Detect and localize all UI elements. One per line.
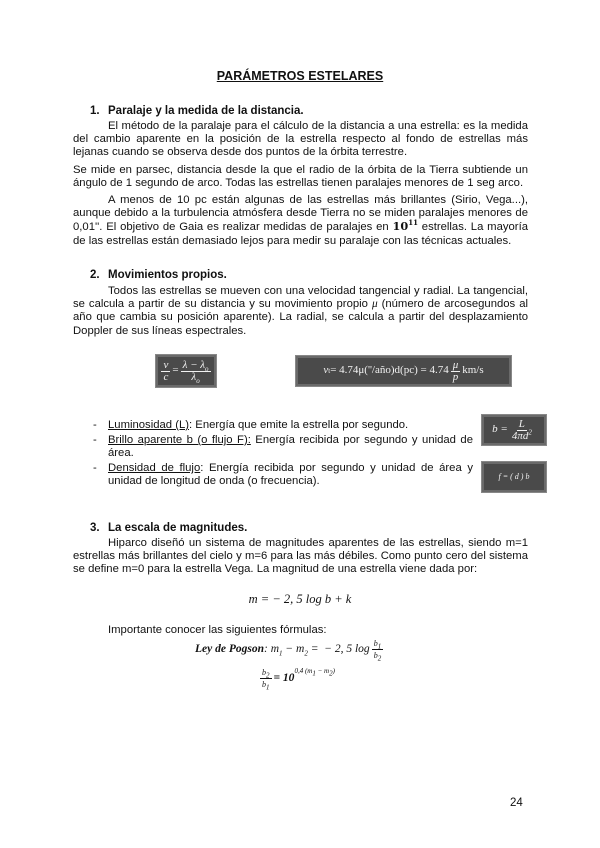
section-1-number: 1. — [90, 105, 100, 117]
tangential-velocity-formula: v t = 4.74μ(''/año)d(pc) = 4.74 $\frac{\mu}{p}$ km/s — [295, 355, 512, 387]
section-1-paragraph-2: Se mide en parsec, distancia desde la que el radio de la órbita de la Tierra subtiende un ángulo de 1 segundo de arco. Todas las estrellas tienen paralajes menores de 1 seg arco. — [73, 164, 528, 190]
flux-density-formula: f = ( d ) b — [481, 461, 547, 493]
section-3-title: La escala de magnitudes. — [108, 522, 248, 534]
bullet-dash: - — [93, 419, 97, 431]
mu-symbol: μ — [371, 298, 378, 311]
gaia-count: $10^{11}$ — [392, 218, 418, 234]
section-3-number: 3. — [90, 522, 100, 534]
section-1-paragraph-3a: A menos de 10 pc están algunas de las estrellas más brillantes (Sirio, Vega...), aunque debido a la turbulencia atmósfera desde Tierra no se miden paralajes menores de 0,01''. El objetivo de Gaia es realizar medidas de paralajes en — [73, 194, 528, 234]
section-1-heading — [90, 105, 304, 118]
section-2-title: Movimientos propios. — [108, 269, 227, 281]
section-2-paragraph-1: Todos las estrellas se mueven con una velocidad tangencial y radial. La tangencial, se calcula a partir de su distancia y su movimiento propio μ (número de arcosegundos al año que cambia su posición aparente). La radial, se calcula a partir del desplazamiento Doppler de sus líneas espectrales. — [73, 285, 528, 337]
brightness-formula: b = $\frac{L}{4\pi d^2}$ — [481, 414, 547, 446]
doppler-formula: $\frac{v}{c}$ = $\frac{\lambda - \lambda_o}{\lambda_o}$ — [155, 354, 217, 388]
bullet-dash: - — [93, 434, 97, 446]
section-1-paragraph-1: El método de la paralaje para el cálculo de la distancia a una estrella: es la medida del cambio aparente en la posición de la estrella respecto al fondo de estrellas más lejanas cuando se observa desde dos puntos de la órbita terrestre. — [73, 120, 528, 159]
section-2-number: 2. — [90, 269, 100, 281]
section-1-paragraph-3 — [73, 194, 528, 248]
bullet-luminosity: Luminosidad (L): Energía que emite la estrella por segundo. — [108, 419, 409, 431]
section-3-paragraph-1: Hiparco diseñó un sistema de magnitudes aparentes de las estrellas, siendo m=1 estrellas más brillantes del cielo y m=6 para las más débiles. Como punto cero del sistema se define m=0 para la estrella Vega. La magnitud de una estrella viene dada por: — [73, 537, 528, 576]
bullet-dash: - — [93, 462, 97, 474]
page-title: PARÁMETROS ESTELARES — [216, 69, 384, 83]
pogson-label: Ley de Pogson — [195, 642, 264, 655]
pogson-law: Ley de Pogson : $m_1 - m_2$ = − 2, 5 log $\frac{b_1}{b_2}$ — [195, 639, 382, 663]
magnitude-equation: m = − 2, 5 log b + k — [248, 592, 352, 606]
section-3-heading — [90, 522, 247, 535]
brightness-ratio-equation: $\frac{b_2}{b_1}$ = 10 0,4 $(m_1 - m_2)$ — [262, 666, 335, 692]
section-3-paragraph-2: Importante conocer las siguientes fórmulas: — [108, 624, 327, 636]
section-1-paragraph-3b: estrellas. La mayoría de las estrellas están demasiado lejos para medir su paralaje con las técnicas actuales. — [73, 221, 528, 247]
section-1-title: Paralaje y la medida de la distancia. — [108, 105, 304, 117]
bullet-flux-density: Densidad de flujo: Energía recibida por segundo y unidad de área y unidad de longitud de onda (o frecuencia). — [108, 462, 473, 488]
section-2-heading — [90, 269, 227, 282]
bullet-apparent-brightness: Brillo aparente b (o flujo F): Energía recibida por segundo y unidad de área. — [108, 434, 473, 460]
page-number: 24 — [510, 797, 523, 809]
